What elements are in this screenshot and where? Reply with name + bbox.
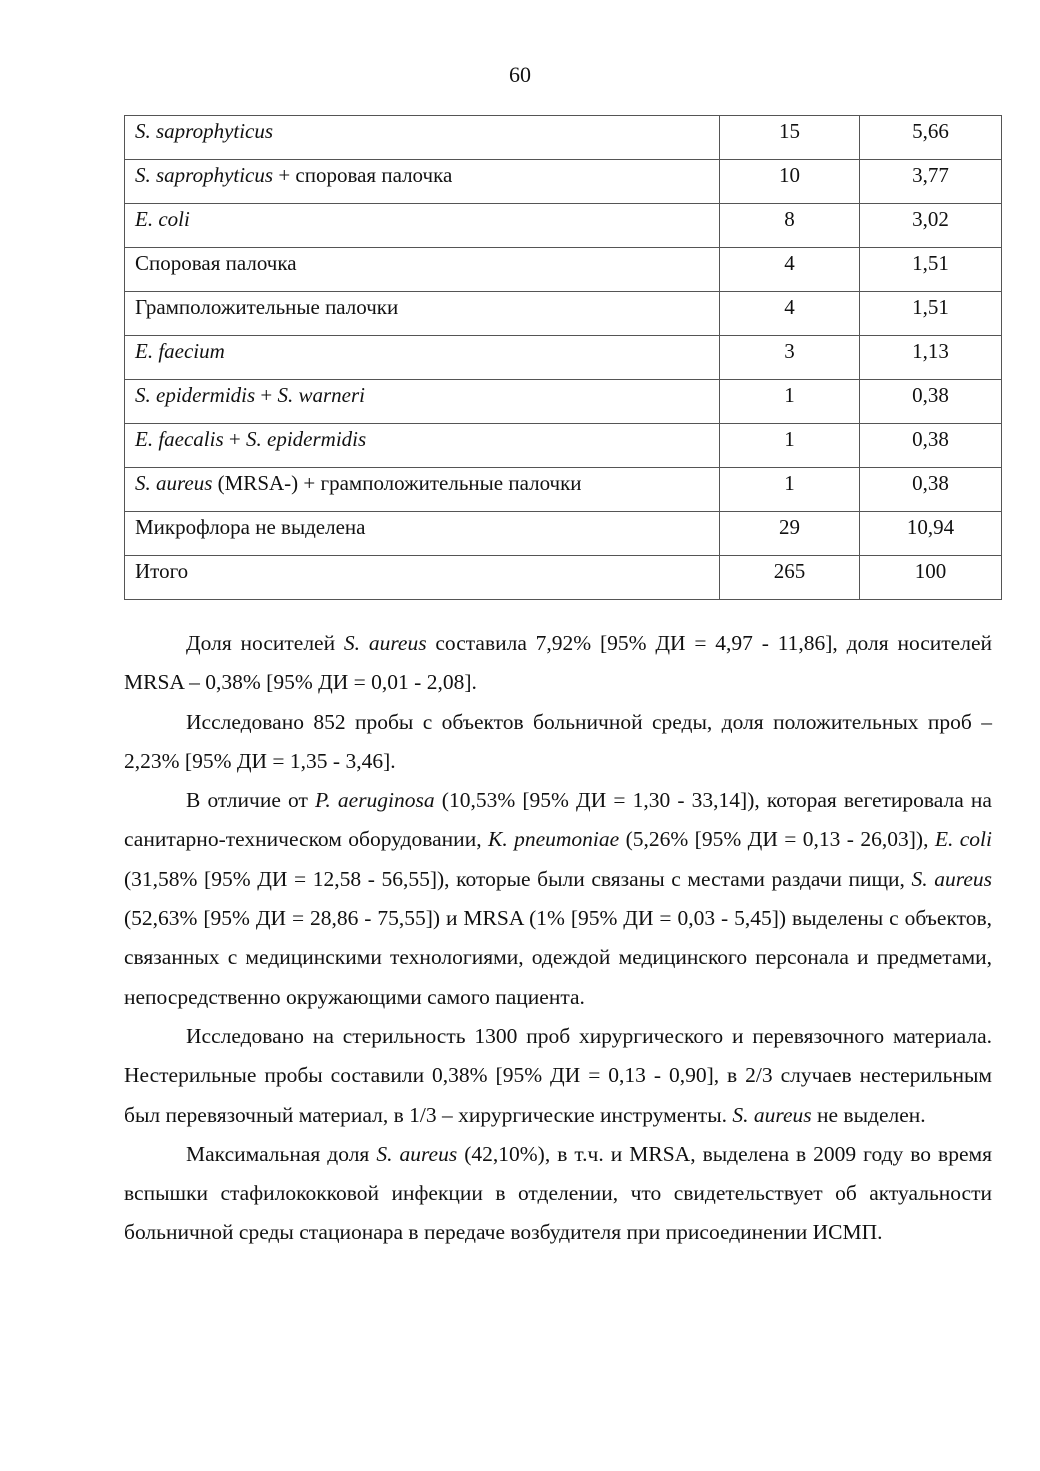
percent-cell: 1,51 (860, 292, 1002, 336)
table-row (125, 160, 1002, 204)
count-cell: 3 (720, 336, 860, 380)
paragraph-1: Доля носителей S. aureus составила 7,92% [95% ДИ = 4,97 - 11,86], доля носителей MRSA – 0,38% [95% ДИ = 0,01 - 2,08]. (124, 631, 992, 695)
count-cell: 4 (720, 292, 860, 336)
percent-cell: 5,66 (860, 116, 1002, 160)
count-cell: 8 (720, 204, 860, 248)
paragraph-4: Исследовано на стерильность 1300 проб хирургического и перевязочного материала. Нестерильные пробы составили 0,38% [95% ДИ = 0,13 - 0,90], в 2/3 случаев нестерильным был перевязочный материал, в 1/3 – хирургические инструменты. S. aureus не выделен. (124, 1023, 992, 1127)
organism-cell: E. faecalis + S. epidermidis (125, 424, 720, 468)
count-cell: 29 (720, 512, 860, 556)
count-cell: 1 (720, 468, 860, 512)
paragraph-5: Максимальная доля S. aureus (42,10%), в т.ч. и MRSA, выделена в 2009 году во время вспышки стафилококковой инфекции в отделении, что свидетельствует об актуальности больничной среды стационара в передаче возбудителя при присоединении ИСМП. (124, 1141, 992, 1245)
organism-cell: S. saprophyticus + споровая палочка (125, 160, 720, 204)
table-row (125, 468, 1002, 512)
organism-cell: Микрофлора не выделена (125, 512, 720, 556)
count-cell: 10 (720, 160, 860, 204)
organism-cell: Споровая палочка (125, 248, 720, 292)
table-row (125, 512, 1002, 556)
table-row (125, 248, 1002, 292)
table-row (125, 556, 1002, 600)
organism-cell: S. epidermidis + S. warneri (125, 380, 720, 424)
paragraph-2: Исследовано 852 пробы с объектов больничной среды, доля положительных проб – 2,23% [95% ДИ = 1,35 - 3,46]. (124, 709, 992, 773)
table-row (125, 336, 1002, 380)
table-row (125, 292, 1002, 336)
percent-cell: 3,77 (860, 160, 1002, 204)
organism-cell: S. saprophyticus (125, 116, 720, 160)
percent-cell: 0,38 (860, 380, 1002, 424)
percent-cell: 10,94 (860, 512, 1002, 556)
table-row (125, 380, 1002, 424)
paragraph-3: В отличие от P. aeruginosa (10,53% [95% ДИ = 1,30 - 33,14]), которая вегетировала на санитарно-техническом оборудовании, K. pneumoniae (5,26% [95% ДИ = 0,13 - 26,03]), E. coli (31,58% [95% ДИ = 12,58 - 56,55]), которые были связаны с местами раздачи пищи, S. aureus (52,63% [95% ДИ = 28,86 - 75,55]) и MRSA (1% [95% ДИ = 0,03 - 5,45]) выделены с объектов, связанных с медицинскими технологиями, одеждой медицинского персонала и предметами, непосредственно окружающими самого пациента. (124, 788, 992, 1009)
organism-cell: Грамположительные палочки (125, 292, 720, 336)
page-number: 60 (509, 62, 531, 87)
organism-cell: E. coli (125, 204, 720, 248)
organism-cell: Итого (125, 556, 720, 600)
table-body (125, 116, 1002, 600)
table-row (125, 116, 1002, 160)
body-text (124, 624, 992, 1253)
table-row (125, 204, 1002, 248)
count-cell: 1 (720, 380, 860, 424)
organism-cell: S. aureus (MRSA-) + грамположительные палочки (125, 468, 720, 512)
percent-cell: 0,38 (860, 468, 1002, 512)
organism-cell: E. faecium (125, 336, 720, 380)
percent-cell: 0,38 (860, 424, 1002, 468)
percent-cell: 100 (860, 556, 1002, 600)
percent-cell: 1,51 (860, 248, 1002, 292)
microflora-table (124, 115, 1002, 600)
count-cell: 1 (720, 424, 860, 468)
percent-cell: 3,02 (860, 204, 1002, 248)
count-cell: 15 (720, 116, 860, 160)
table-row (125, 424, 1002, 468)
count-cell: 4 (720, 248, 860, 292)
percent-cell: 1,13 (860, 336, 1002, 380)
count-cell: 265 (720, 556, 860, 600)
